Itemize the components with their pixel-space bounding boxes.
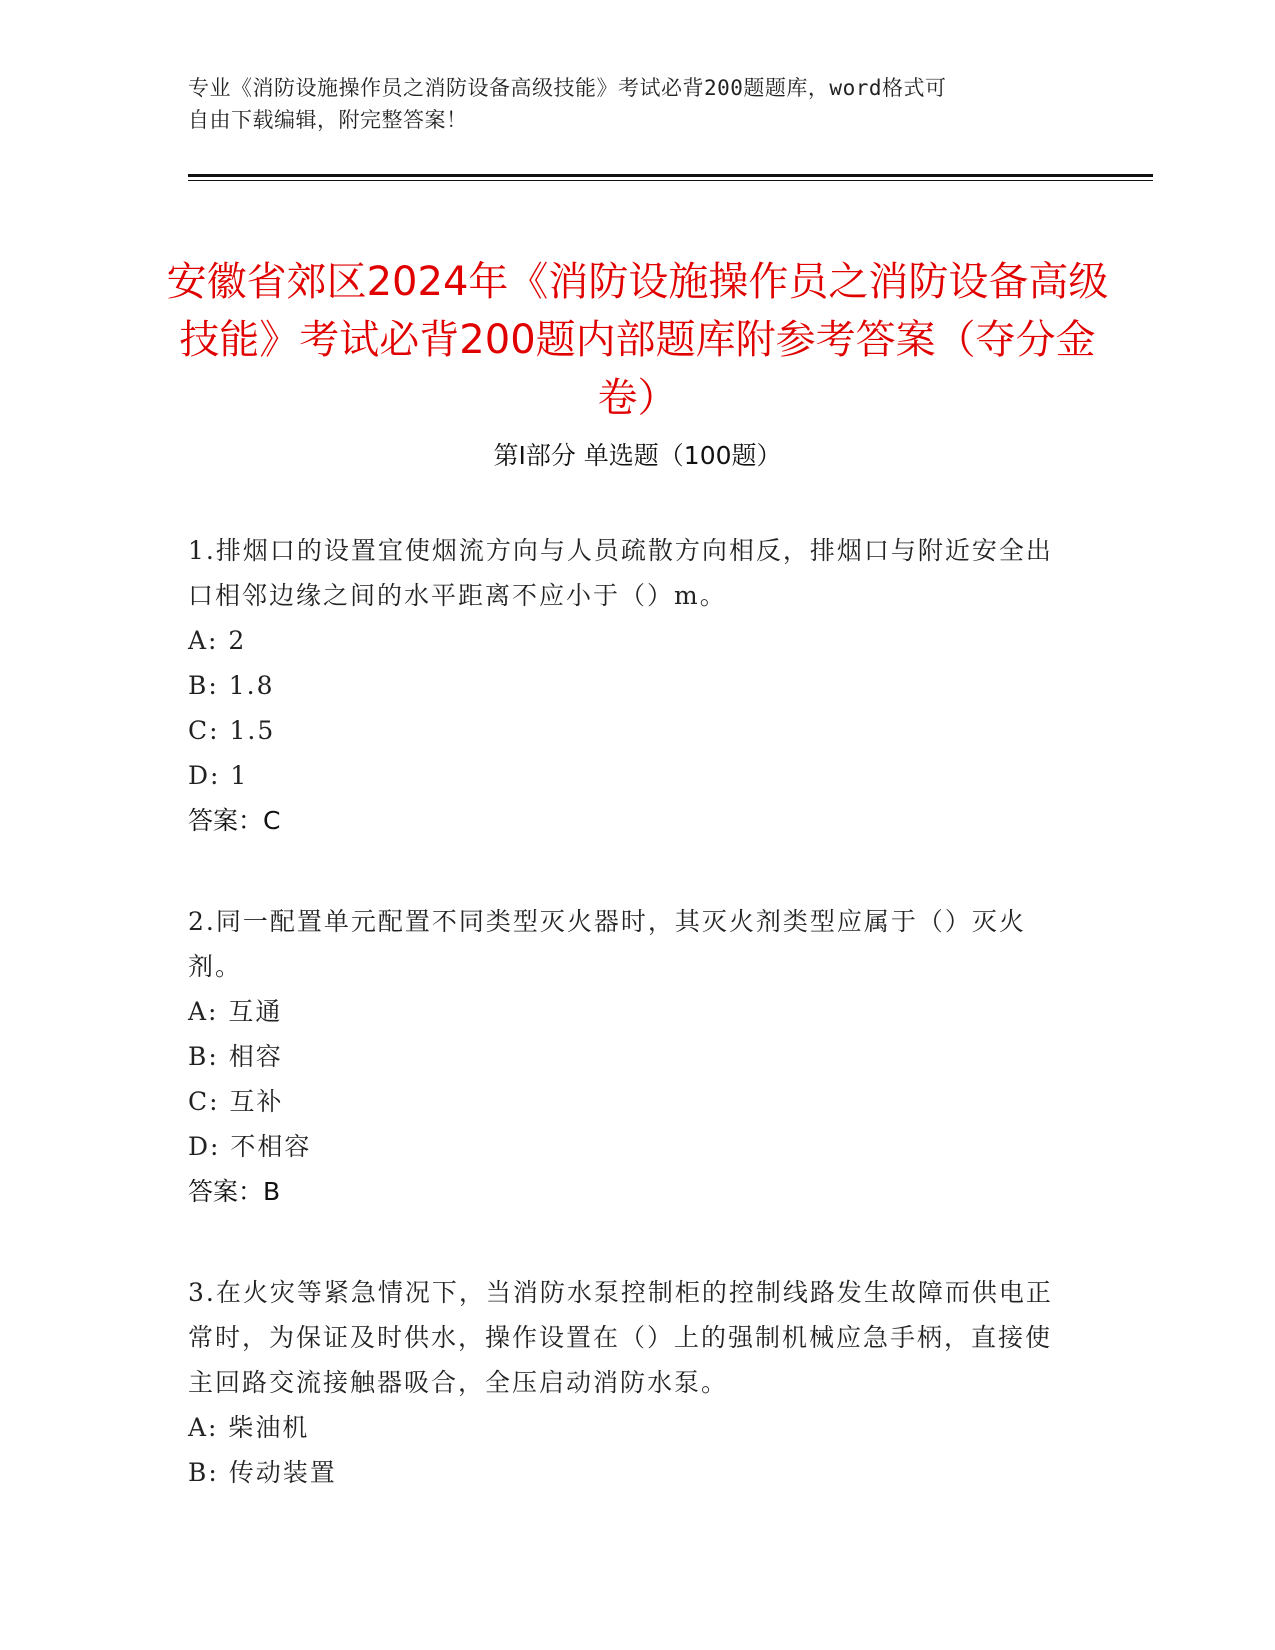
question-option: B: 传动装置 bbox=[188, 1458, 337, 1487]
question-option: A: 互通 bbox=[188, 997, 283, 1026]
section-heading: 第Ⅰ部分 单选题（100题） bbox=[493, 441, 782, 470]
question-stem: 2.同一配置单元配置不同类型灭火器时，其灭火剂类型应属于（）灭火剂。 bbox=[188, 907, 1026, 981]
header-note-line-2: 自由下载编辑，附完整答案！ bbox=[188, 108, 468, 132]
document-title: 安徽省郊区2024年《消防设施操作员之消防设备高级技能》考试必背200题内部题库附参考答案（夺分金卷） bbox=[166, 258, 1109, 421]
question-answer: 答案：B bbox=[188, 1177, 281, 1206]
question-stem: 1.排烟口的设置宜使烟流方向与人员疏散方向相反，排烟口与附近安全出口相邻边缘之间的水平距离不应小于（）m。 bbox=[188, 536, 1053, 610]
question-option: C: 互补 bbox=[188, 1087, 284, 1116]
question-option: D: 不相容 bbox=[188, 1132, 312, 1161]
header-note-line-1: 专业《消防设施操作员之消防设备高级技能》考试必背200题题库，word格式可 bbox=[188, 76, 947, 100]
question-answer: 答案：C bbox=[188, 806, 281, 835]
question-option: B: 相容 bbox=[188, 1042, 283, 1071]
question-option: A: 2 bbox=[188, 626, 247, 655]
question-stem: 3.在火灾等紧急情况下，当消防水泵控制柜的控制线路发生故障而供电正常时，为保证及时供水，操作设置在（）上的强制机械应急手柄，直接使主回路交流接触器吸合，全压启动消防水泵。 bbox=[188, 1278, 1053, 1397]
question-option: A: 柴油机 bbox=[188, 1413, 310, 1442]
question-item bbox=[188, 1270, 1068, 1495]
question-list bbox=[188, 528, 1068, 1551]
question-option: B: 1.8 bbox=[188, 671, 275, 700]
header-note bbox=[188, 72, 1068, 136]
question-option: D: 1 bbox=[188, 761, 249, 790]
question-option: C: 1.5 bbox=[188, 716, 276, 745]
header-divider-thin bbox=[188, 180, 1153, 181]
question-item bbox=[188, 528, 1068, 843]
question-item bbox=[188, 899, 1068, 1214]
header-divider-thick bbox=[188, 174, 1153, 177]
